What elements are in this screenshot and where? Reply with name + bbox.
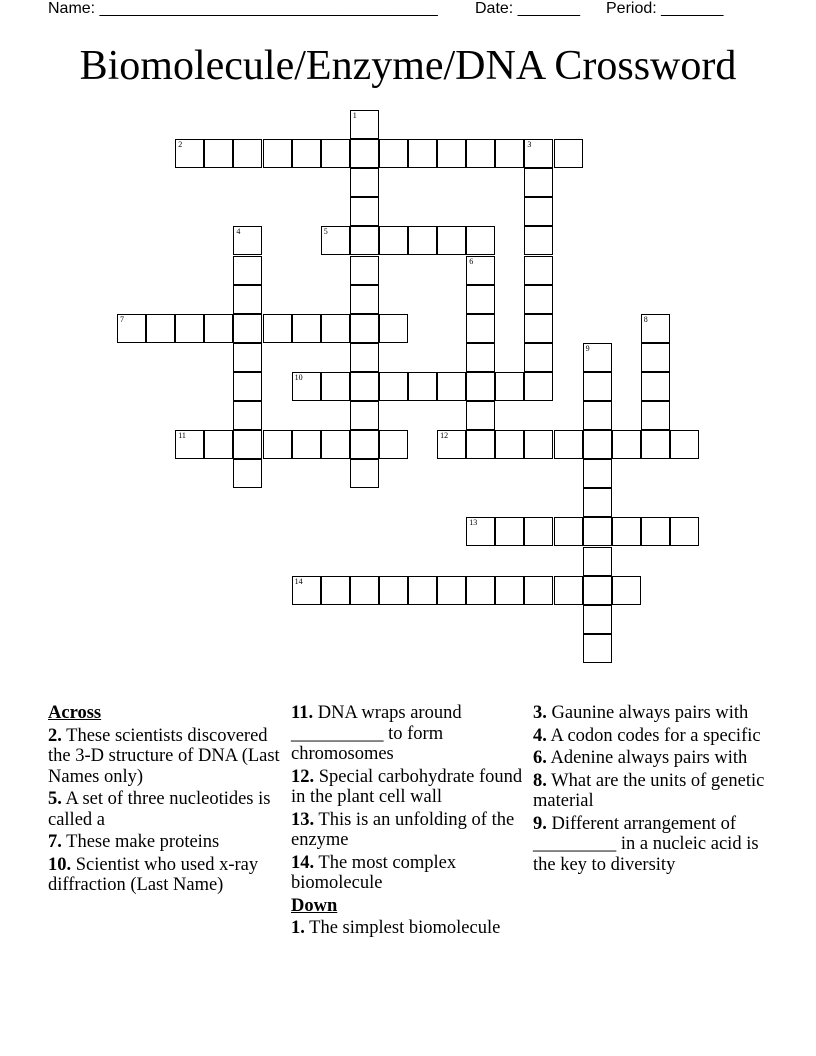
crossword-cell[interactable] [583, 401, 612, 430]
clue-across-13: 13. This is an unfolding of the enzyme [291, 809, 515, 850]
crossword-cell[interactable] [379, 430, 408, 459]
crossword-cell[interactable] [554, 430, 583, 459]
crossword-cell[interactable] [408, 226, 437, 255]
crossword-cell[interactable] [583, 343, 612, 372]
across-heading: Across [48, 703, 102, 723]
header [48, 0, 768, 22]
crossword-cell[interactable] [233, 285, 262, 314]
clue-number: 6 [469, 256, 474, 266]
crossword-cell[interactable] [495, 430, 524, 459]
crossword-cell[interactable] [263, 139, 292, 168]
crossword-cell[interactable] [466, 430, 495, 459]
crossword-cell[interactable] [350, 168, 379, 197]
clue-down-1: 1. The simplest biomolecule [291, 918, 501, 938]
crossword-cell[interactable] [233, 459, 262, 488]
crossword-cell[interactable] [292, 372, 321, 401]
clue-across-7: 7. These make proteins [48, 832, 220, 852]
clue-column-1 [48, 703, 280, 898]
crossword-cell[interactable] [437, 576, 466, 605]
crossword-cell[interactable] [321, 372, 350, 401]
crossword-cell[interactable] [233, 401, 262, 430]
clue-down-6: 6. Adenine always pairs with [533, 748, 748, 768]
crossword-cell[interactable] [524, 226, 553, 255]
crossword-cell[interactable] [350, 110, 379, 139]
crossword-cell[interactable] [641, 343, 670, 372]
crossword-cell[interactable] [583, 488, 612, 517]
crossword-cell[interactable] [233, 372, 262, 401]
crossword-cell[interactable] [495, 139, 524, 168]
crossword-cell[interactable] [524, 197, 553, 226]
crossword-cell[interactable] [321, 226, 350, 255]
clue-number: 9 [585, 343, 590, 353]
crossword-cell[interactable] [524, 314, 553, 343]
crossword-cell[interactable] [350, 314, 379, 343]
crossword-cell[interactable] [350, 343, 379, 372]
crossword-cell[interactable] [583, 517, 612, 546]
crossword-cell[interactable] [350, 226, 379, 255]
clue-across-11: 11. DNA wraps around __________ to form chromosomes [291, 703, 462, 764]
crossword-cell[interactable] [321, 576, 350, 605]
crossword-cell[interactable] [524, 139, 553, 168]
crossword-cell[interactable] [379, 576, 408, 605]
crossword-cell[interactable] [583, 372, 612, 401]
crossword-cell[interactable] [321, 139, 350, 168]
crossword-cell[interactable] [641, 314, 670, 343]
crossword-cell[interactable] [233, 256, 262, 285]
crossword-cell[interactable] [292, 576, 321, 605]
crossword-cell[interactable] [437, 430, 466, 459]
clue-across-14: 14. The most complex biomolecule [291, 852, 457, 893]
clue-across-5: 5. A set of three nucleotides is called a [48, 789, 271, 830]
crossword-cell[interactable] [379, 314, 408, 343]
clue-number: 7 [120, 314, 124, 324]
clue-across-2: 2. These scientists discovered the 3-D structure of DNA (Last Names only) [48, 725, 280, 787]
crossword-cell[interactable] [612, 517, 641, 546]
clue-number: 10 [294, 372, 303, 382]
crossword-cell[interactable] [495, 372, 524, 401]
crossword-cell[interactable] [350, 459, 379, 488]
crossword-cell[interactable] [350, 576, 379, 605]
clue-number: 8 [643, 314, 648, 324]
clue-number: 13 [469, 518, 478, 528]
crossword-cell[interactable] [466, 401, 495, 430]
crossword-cell[interactable] [350, 256, 379, 285]
clue-down-4: 4. A codon codes for a specific [533, 725, 761, 746]
crossword-cell[interactable] [583, 576, 612, 605]
crossword-cell[interactable] [321, 314, 350, 343]
crossword-cell[interactable] [408, 576, 437, 605]
crossword-cell[interactable] [292, 314, 321, 343]
crossword-cell[interactable] [175, 139, 204, 168]
crossword-cell[interactable] [583, 459, 612, 488]
crossword-cell[interactable] [263, 430, 292, 459]
crossword-cell[interactable] [466, 517, 495, 546]
clue-number: 1 [352, 111, 357, 120]
crossword-cell[interactable] [641, 517, 670, 546]
crossword-cell[interactable] [466, 139, 495, 168]
crossword-cell[interactable] [524, 372, 553, 401]
crossword-cell[interactable] [233, 430, 262, 459]
clue-number: 12 [440, 431, 449, 441]
crossword-cell[interactable] [408, 372, 437, 401]
clue-across-10: 10. Scientist who used x-ray diffraction (Last Name) [48, 854, 259, 895]
crossword-cell[interactable] [350, 430, 379, 459]
clue-column-3 [533, 703, 769, 877]
crossword-cell[interactable] [379, 226, 408, 255]
period-field-label: Period: _______ [606, 0, 724, 17]
crossword-cell[interactable] [175, 314, 204, 343]
clue-number: 14 [294, 576, 303, 586]
crossword-cell[interactable] [495, 517, 524, 546]
crossword-cell[interactable] [175, 430, 204, 459]
crossword-cell[interactable] [350, 285, 379, 314]
crossword-cell[interactable] [466, 256, 495, 285]
crossword-cell[interactable] [350, 197, 379, 226]
crossword-cell[interactable] [233, 343, 262, 372]
crossword-cell[interactable] [379, 139, 408, 168]
crossword-cell[interactable] [292, 430, 321, 459]
crossword-cell[interactable] [437, 139, 466, 168]
crossword-cell[interactable] [466, 314, 495, 343]
crossword-cell[interactable] [350, 372, 379, 401]
clue-across-12: 12. Special carbohydrate found in the plant cell wall [291, 766, 523, 807]
clue-down-3: 3. Gaunine always pairs with [533, 703, 749, 723]
crossword-cell[interactable] [495, 576, 524, 605]
crossword-cell[interactable] [524, 168, 553, 197]
clue-number: 5 [323, 227, 328, 237]
crossword-cell[interactable] [524, 576, 553, 605]
crossword-cell[interactable] [204, 314, 233, 343]
crossword-cell[interactable] [233, 139, 262, 168]
down-heading: Down [291, 895, 338, 916]
crossword-cell[interactable] [466, 372, 495, 401]
crossword-cell[interactable] [641, 372, 670, 401]
crossword-cell[interactable] [612, 576, 641, 605]
crossword-cell[interactable] [583, 634, 612, 663]
crossword-cell[interactable] [524, 517, 553, 546]
crossword-cell[interactable] [350, 401, 379, 430]
name-field-label: Name: ______________________________________ [48, 0, 438, 17]
crossword-cell[interactable] [641, 401, 670, 430]
crossword-cell[interactable] [292, 139, 321, 168]
crossword-cell[interactable] [524, 285, 553, 314]
crossword-cell[interactable] [204, 139, 233, 168]
crossword-cell[interactable] [466, 285, 495, 314]
crossword-cell[interactable] [554, 576, 583, 605]
crossword-cell[interactable] [117, 314, 146, 343]
clue-number: 11 [178, 431, 186, 441]
crossword-cell[interactable] [408, 139, 437, 168]
clue-column-2 [291, 703, 525, 941]
crossword-cell[interactable] [524, 343, 553, 372]
crossword-cell[interactable] [583, 430, 612, 459]
crossword-cell[interactable] [437, 226, 466, 255]
crossword-cell[interactable] [612, 430, 641, 459]
date-field-label: Date: _______ [475, 0, 580, 17]
crossword-cell[interactable] [583, 547, 612, 576]
crossword-cell[interactable] [233, 226, 262, 255]
crossword-cell[interactable] [466, 343, 495, 372]
crossword-cell[interactable] [524, 256, 553, 285]
clue-down-8: 8. What are the units of genetic material [533, 770, 765, 811]
crossword-cell[interactable] [524, 430, 553, 459]
crossword-cell[interactable] [263, 314, 292, 343]
crossword-cell[interactable] [466, 576, 495, 605]
crossword-cell[interactable] [379, 372, 408, 401]
clue-number: 4 [236, 227, 241, 237]
crossword-cell[interactable] [350, 139, 379, 168]
clue-number: 2 [178, 140, 183, 150]
crossword-cell[interactable] [321, 430, 350, 459]
crossword-cell[interactable] [233, 314, 262, 343]
crossword-cell[interactable] [554, 139, 583, 168]
clue-down-9: 9. Different arrangement of _________ in a nucleic acid is the key to diversity [533, 813, 759, 875]
crossword-cell[interactable] [641, 430, 670, 459]
crossword-cell[interactable] [670, 430, 699, 459]
crossword-cell[interactable] [583, 605, 612, 634]
crossword-cell[interactable] [146, 314, 175, 343]
clue-number: 3 [527, 140, 532, 150]
crossword-cell[interactable] [670, 517, 699, 546]
crossword-cell[interactable] [554, 517, 583, 546]
crossword-cell[interactable] [466, 226, 495, 255]
crossword-cell[interactable] [204, 430, 233, 459]
page-title: Biomolecule/Enzyme/DNA Crossword [79, 43, 737, 89]
crossword-cell[interactable] [437, 372, 466, 401]
